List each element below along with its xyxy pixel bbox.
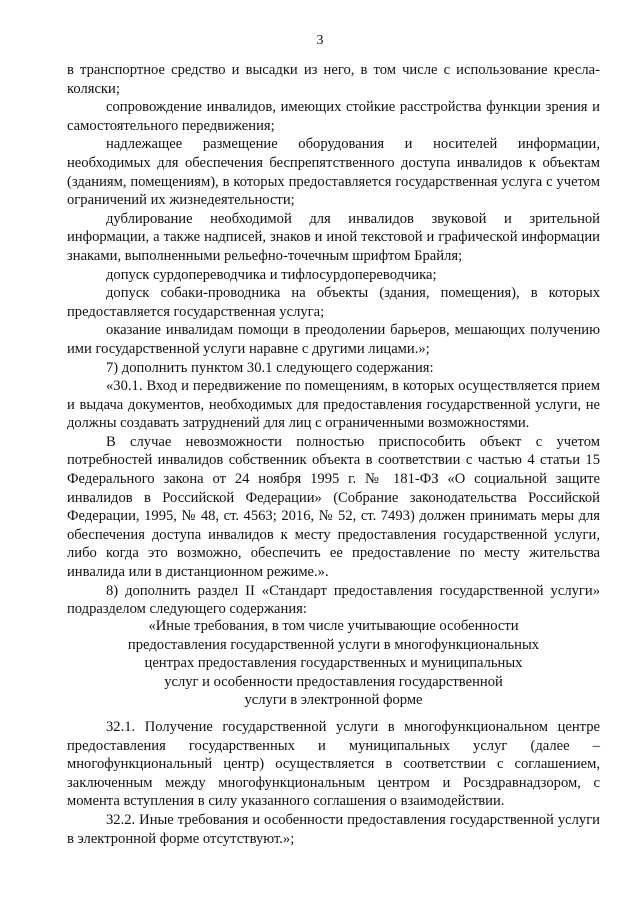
paragraph: 32.1. Получение государственной услуги в многофункциональном центре предоставления государственных и муниципальных услуг (далее – многофункциональный центр) осуществляется в соответствии с соглашением, заключенным между многофункциональным центром и Росздравнадзором, с момента вступления в силу указанного соглашения о взаимодействии. (67, 719, 600, 810)
body-text (67, 61, 600, 619)
subsection-body (67, 718, 600, 848)
paragraph: В случае невозможности полностью приспособить объект с учетом потребностей инвалидов собственник объекта в соответствии с частью 4 статьи 15 Федерального закона от 24 ноября 1995 г. № 181-ФЗ «О социальной защите инвалидов в Российской Федерации» (Собрание законодательства Российской Федерации, 1995, № 48, ст. 4563; 2016, № 52, ст. 7493) должен принимать меры для обеспечения доступа инвалидов к месту предоставления государственной услуги, либо когда это возможно, обеспечить ее предоставление по месту жительства инвалида или в дистанционном режиме.». (67, 433, 600, 581)
heading-line: услуг и особенности предоставления государственной (164, 673, 503, 690)
subsection-heading (67, 617, 600, 710)
paragraph: 7) дополнить пунктом 30.1 следующего содержания: (106, 359, 434, 376)
heading-line: центрах предоставления государственных и муниципальных (144, 655, 523, 672)
heading-line: услуги в электронной форме (244, 692, 423, 709)
paragraph: надлежащее размещение оборудования и носителей информации, необходимых для обеспечения беспрепятственного доступа инвалидов к объектам (зданиям, помещениям), в которых предоставляется государственная услуга с учетом ограничений их жизнедеятельности; (67, 136, 600, 209)
paragraph: допуск собаки-проводника на объекты (здания, помещения), в которых предоставляется государственная услуга; (67, 285, 600, 320)
paragraph: «30.1. Вход и передвижение по помещениям, в которых осуществляется прием и выдача документов, необходимых для предоставления государственной услуги, не должны создавать затруднений для лиц с ограниченными возможностями. (67, 378, 600, 432)
heading-line: «Иные требования, в том числе учитывающие особенности (148, 618, 519, 634)
paragraph: 8) дополнить раздел II «Стандарт предоставления государственной услуги» подразделом следующего содержания: (67, 582, 600, 618)
heading-line: предоставления государственной услуги в многофункциональных (127, 636, 540, 653)
paragraph: сопровождение инвалидов, имеющих стойкие расстройства функции зрения и самостоятельного передвижения; (67, 99, 600, 134)
paragraph: допуск сурдопереводчика и тифлосурдопереводчика; (106, 266, 437, 283)
paragraph: дублирование необходимой для инвалидов звуковой и зрительной информации, а также надписей, знаков и иной текстовой и графической информации знаками, выполненными рельефно-точечным шрифтом Брайля; (67, 210, 600, 264)
paragraph: в транспортное средство и высадки из него, в том числе с использование кресла-коляски; (67, 62, 600, 97)
paragraph: оказание инвалидам помощи в преодолении барьеров, мешающих получению ими государственной услуги наравне с другими лицами.»; (67, 322, 600, 357)
paragraph: 32.2. Иные требования и особенности предоставления государственной услуги в электронной форме отсутствуют.»; (67, 811, 600, 847)
page-number: 3 (316, 33, 324, 48)
